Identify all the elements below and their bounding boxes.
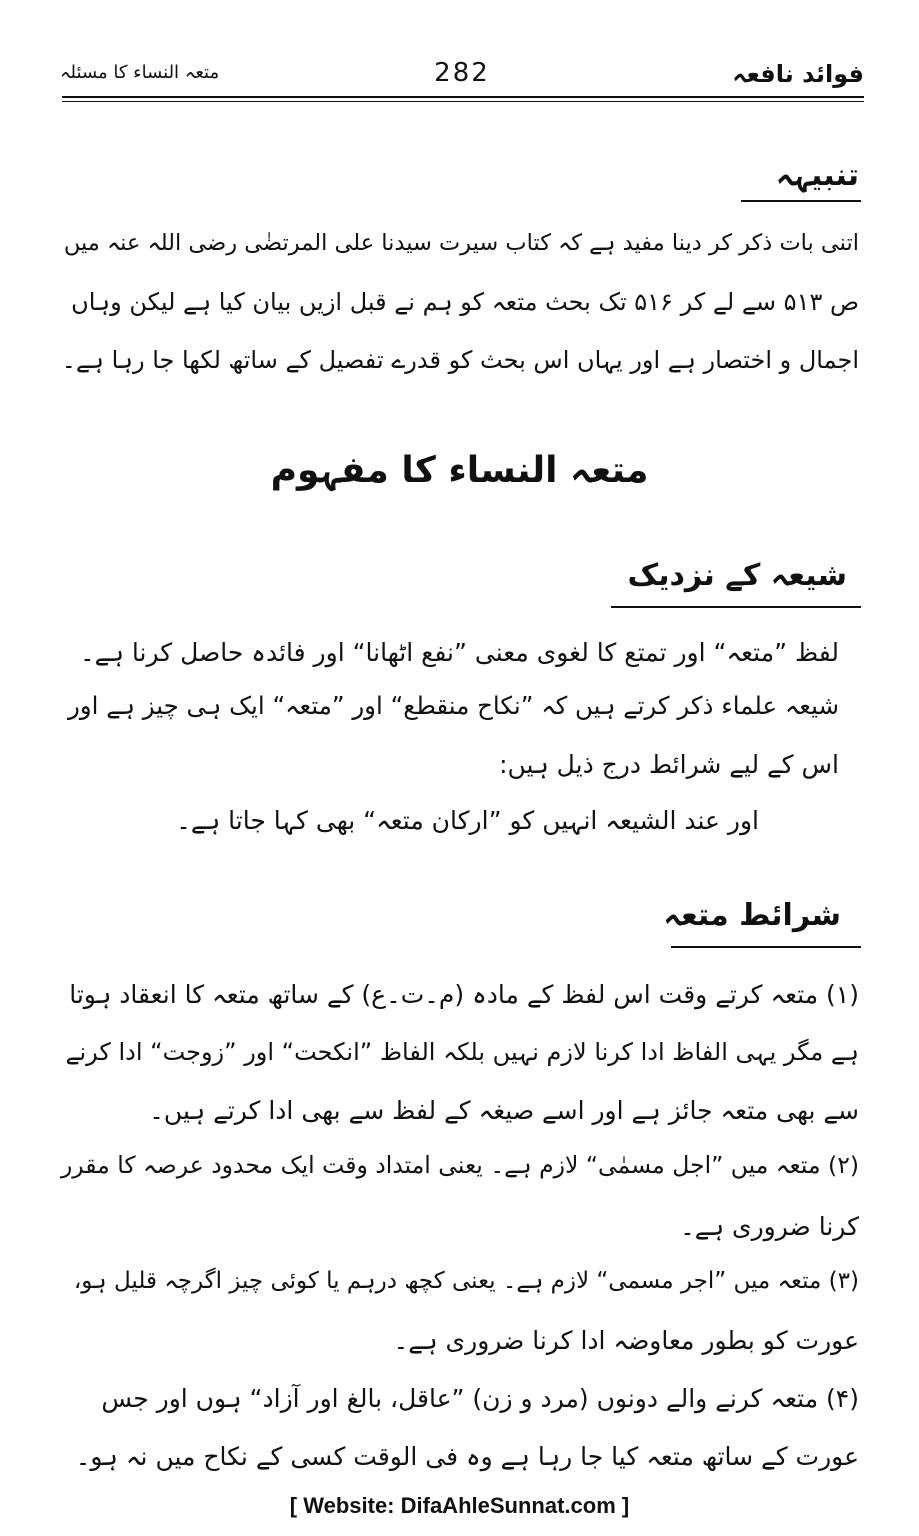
tanbih-line: اتنی بات ذکر کر دینا مفید ہے کہ کتاب سیرت سیدنا علی المرتضٰی رضی اللہ عنہ میں xyxy=(63,230,859,256)
condition-line: کرنا ضروری ہے۔ xyxy=(680,1212,859,1241)
shia-line: اور عند الشیعہ انہیں کو ”ارکان متعہ“ بھی کہا جاتا ہے۔ xyxy=(176,806,759,835)
website-footer: [ Website: DifaAhleSunnat.com ] xyxy=(289,1493,630,1518)
condition-line: (۱) متعہ کرتے وقت اس لفظ کے مادہ (م۔ت۔ع) کے ساتھ متعہ کا انعقاد ہوتا xyxy=(69,980,859,1009)
page-number: 282 xyxy=(434,58,490,88)
header-book-title: فوائد نافعہ xyxy=(732,60,864,88)
tanbih-heading: تنبیہہ xyxy=(775,158,859,193)
condition-line: ہے مگر یہی الفاظ ادا کرنا لازم نہیں بلکہ الفاظ ”انکحت“ اور ”زوجت“ ادا کرنے xyxy=(65,1038,859,1066)
header-rule xyxy=(62,96,864,98)
tanbih-line: اجمال و اختصار ہے اور یہاں اس بحث کو قدرے تفصیل کے ساتھ لکھا جا رہا ہے۔ xyxy=(61,346,859,374)
tanbih-line: ص ۵۱۳ سے لے کر ۵۱۶ تک بحث متعہ کو ہم نے قبل ازیں بیان کیا ہے لیکن وہاں xyxy=(71,288,859,316)
header-chapter-title: متعہ النساء کا مسئلہ xyxy=(60,62,220,83)
main-title: متعہ النساء کا مفہوم xyxy=(270,450,649,491)
condition-line: عورت کے ساتھ متعہ کیا جا رہا ہے وہ فی الوقت کسی کے نکاح میں نہ ہو۔ xyxy=(75,1442,859,1471)
condition-line: (۴) متعہ کرنے والے دونوں (مرد و زن) ”عاقل، بالغ اور آزاد“ ہوں اور جس xyxy=(101,1384,859,1413)
condition-line: سے بھی متعہ جائز ہے اور اسے صیغہ کے لفظ سے بھی ادا کرتے ہیں۔ xyxy=(149,1096,859,1125)
condition-line: (۳) متعہ میں ”اجر مسمی“ لازم ہے۔ یعنی کچھ درہم یا کوئی چیز اگرچہ قلیل ہو، xyxy=(73,1268,859,1294)
conditions-heading: شرائط متعہ xyxy=(663,898,841,933)
condition-line: عورت کو بطور معاوضہ ادا کرنا ضروری ہے۔ xyxy=(393,1326,859,1355)
condition-line: (۲) متعہ میں ”اجل مسمٰی“ لازم ہے۔ یعنی امتداد وقت ایک محدود عرصہ کا مقرر xyxy=(60,1151,859,1179)
shia-underline xyxy=(611,606,861,608)
tanbih-underline xyxy=(741,200,861,202)
page-header xyxy=(60,58,864,92)
shia-heading: شیعہ کے نزدیک xyxy=(627,558,847,593)
shia-line: لفظ ”متعہ“ اور تمتع کا لغوی معنی ”نفع اٹھانا“ اور فائدہ حاصل کرنا ہے۔ xyxy=(80,638,839,667)
shia-line: اس کے لیے شرائط درج ذیل ہیں: xyxy=(499,750,839,779)
shia-line: شیعہ علماء ذکر کرتے ہیں کہ ”نکاح منقطع“ اور ”متعہ“ ایک ہی چیز ہے اور xyxy=(67,691,839,720)
conditions-underline xyxy=(671,946,861,948)
header-rule-thin xyxy=(62,101,864,102)
